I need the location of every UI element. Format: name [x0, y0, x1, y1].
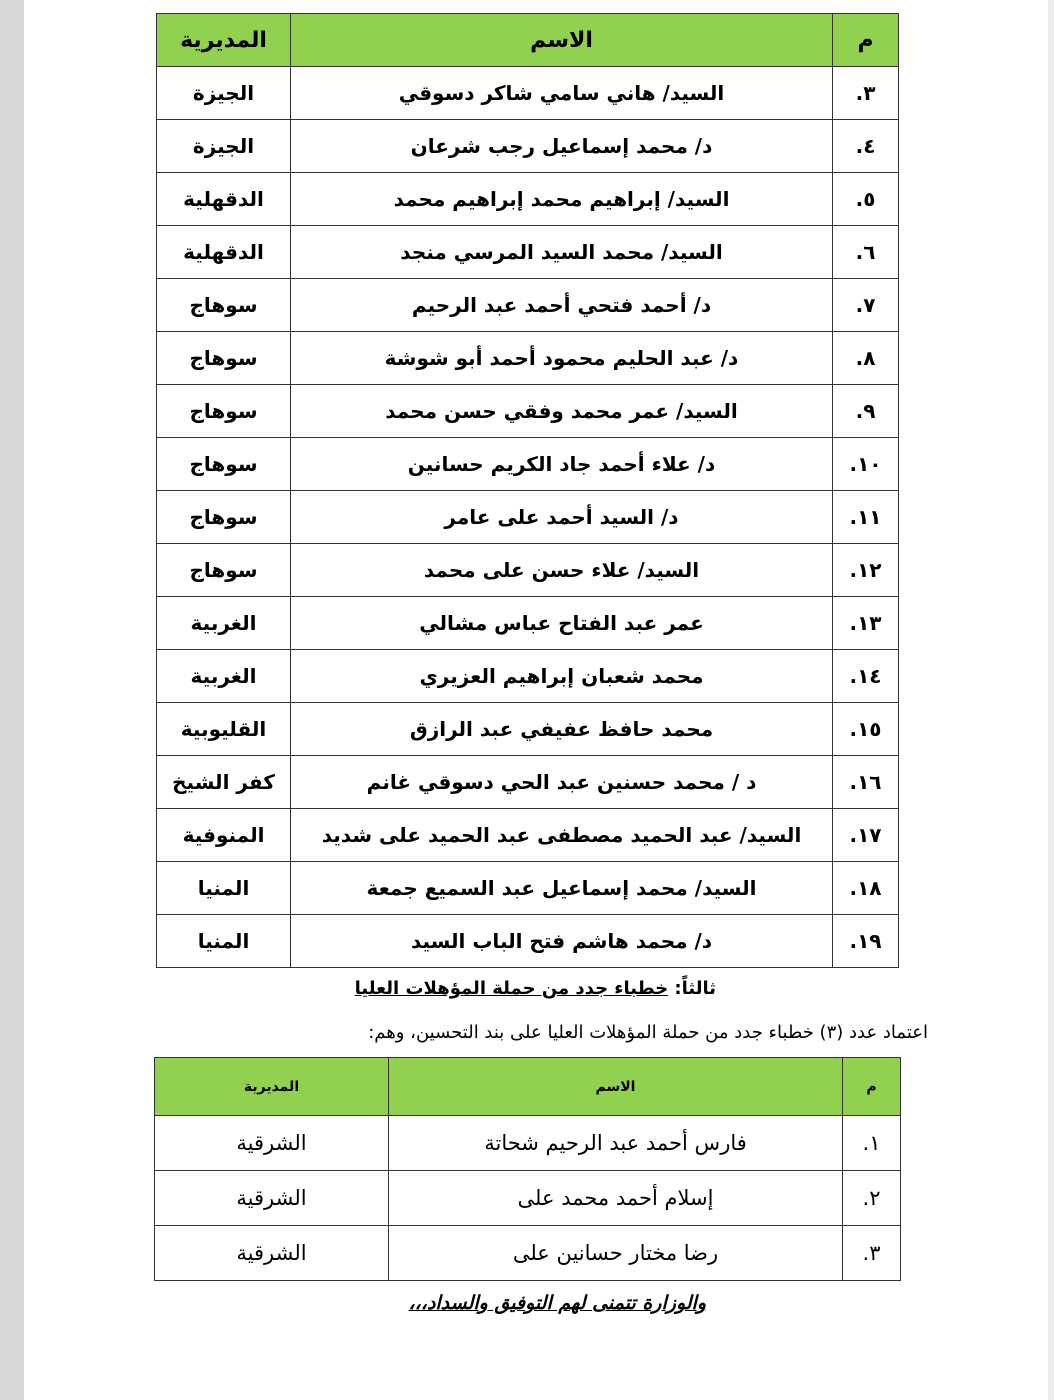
row-number: ٧. — [833, 279, 899, 332]
header-name: الاسم — [389, 1058, 843, 1116]
table-row — [157, 597, 899, 650]
row-name: د/ علاء أحمد جاد الكريم حسانين — [291, 438, 833, 491]
row-name: د / محمد حسنين عبد الحي دسوقي غانم — [291, 756, 833, 809]
header-directorate: المديرية — [157, 14, 291, 67]
table-row — [157, 67, 899, 120]
row-directorate: الدقهلية — [157, 226, 291, 279]
header-number: م — [843, 1058, 901, 1116]
new-preachers-table — [154, 1057, 901, 1281]
row-name: رضا مختار حسانين على — [389, 1226, 843, 1281]
header-number: م — [833, 14, 899, 67]
row-directorate: سوهاج — [157, 438, 291, 491]
row-number: ١٩. — [833, 915, 899, 968]
table-row — [155, 1116, 901, 1171]
row-name: د/ محمد هاشم فتح الباب السيد — [291, 915, 833, 968]
row-name: فارس أحمد عبد الرحيم شحاتة — [389, 1116, 843, 1171]
table-row — [157, 491, 899, 544]
table-row — [157, 650, 899, 703]
section-intro: اعتماد عدد (٣) خطباء جدد من حملة المؤهلات العليا على بند التحسين، وهم: — [368, 1022, 928, 1043]
right-margin-strip — [1048, 0, 1054, 1400]
row-number: ١٧. — [833, 809, 899, 862]
row-name: د/ عبد الحليم محمود أحمد أبو شوشة — [291, 332, 833, 385]
row-number: ١٨. — [833, 862, 899, 915]
row-name: السيد/ علاء حسن على محمد — [291, 544, 833, 597]
row-number: ١٢. — [833, 544, 899, 597]
section-title: خطباء جدد من حملة المؤهلات العليا — [354, 978, 669, 999]
table-row — [157, 332, 899, 385]
row-name: السيد/ محمد السيد المرسي منجد — [291, 226, 833, 279]
row-name: السيد/ محمد إسماعيل عبد السميع جمعة — [291, 862, 833, 915]
row-directorate: الشرقية — [155, 1226, 389, 1281]
row-number: ٣. — [833, 67, 899, 120]
row-number: ٨. — [833, 332, 899, 385]
table-row — [157, 279, 899, 332]
row-name: إسلام أحمد محمد على — [389, 1171, 843, 1226]
row-directorate: سوهاج — [157, 279, 291, 332]
row-name: السيد/ عمر محمد وفقي حسن محمد — [291, 385, 833, 438]
row-directorate: المنوفية — [157, 809, 291, 862]
row-directorate: سوهاج — [157, 491, 291, 544]
table-row — [157, 544, 899, 597]
table-row — [157, 385, 899, 438]
header-name: الاسم — [291, 14, 833, 67]
row-name: د/ محمد إسماعيل رجب شرعان — [291, 120, 833, 173]
row-directorate: الشرقية — [155, 1171, 389, 1226]
row-directorate: الجيزة — [157, 120, 291, 173]
row-number: ١٦. — [833, 756, 899, 809]
row-name: عمر عبد الفتاح عباس مشالي — [291, 597, 833, 650]
row-name: د/ أحمد فتحي أحمد عبد الرحيم — [291, 279, 833, 332]
table-row — [157, 862, 899, 915]
row-number: ٤. — [833, 120, 899, 173]
row-directorate: الجيزة — [157, 67, 291, 120]
row-directorate: الدقهلية — [157, 173, 291, 226]
section-heading — [156, 978, 716, 999]
row-number: ١٤. — [833, 650, 899, 703]
closing-note: والوزارة تتمنى لهم التوفيق والسداد،،، — [408, 1292, 706, 1314]
table-row — [157, 438, 899, 491]
table-header-row — [155, 1058, 901, 1116]
table-row — [157, 756, 899, 809]
row-directorate: الغربية — [157, 650, 291, 703]
row-directorate: سوهاج — [157, 385, 291, 438]
row-directorate: الشرقية — [155, 1116, 389, 1171]
row-number: ٩. — [833, 385, 899, 438]
row-number: ٥. — [833, 173, 899, 226]
row-directorate: القليوبية — [157, 703, 291, 756]
table-row — [157, 703, 899, 756]
section-label: ثالثاً: — [674, 978, 716, 999]
table-row — [157, 120, 899, 173]
preachers-table — [156, 13, 899, 968]
table-row — [157, 915, 899, 968]
table-header-row — [157, 14, 899, 67]
row-number: ٣. — [843, 1226, 901, 1281]
row-name: السيد/ هاني سامي شاكر دسوقي — [291, 67, 833, 120]
row-directorate: الغربية — [157, 597, 291, 650]
row-name: السيد/ عبد الحميد مصطفى عبد الحميد على شديد — [291, 809, 833, 862]
row-number: ١٠. — [833, 438, 899, 491]
row-name: د/ السيد أحمد على عامر — [291, 491, 833, 544]
table-row — [155, 1171, 901, 1226]
row-number: ١٣. — [833, 597, 899, 650]
left-margin-strip — [0, 0, 24, 1400]
row-number: ١٥. — [833, 703, 899, 756]
row-directorate: سوهاج — [157, 544, 291, 597]
row-directorate: سوهاج — [157, 332, 291, 385]
table-row — [157, 226, 899, 279]
row-name: السيد/ إبراهيم محمد إبراهيم محمد — [291, 173, 833, 226]
row-directorate: المنيا — [157, 915, 291, 968]
table-row — [155, 1226, 901, 1281]
row-name: محمد حافظ عفيفي عبد الرازق — [291, 703, 833, 756]
row-name: محمد شعبان إبراهيم العزيري — [291, 650, 833, 703]
row-number: ٢. — [843, 1171, 901, 1226]
table-row — [157, 173, 899, 226]
table-row — [157, 809, 899, 862]
row-directorate: المنيا — [157, 862, 291, 915]
row-number: ١. — [843, 1116, 901, 1171]
header-directorate: المديرية — [155, 1058, 389, 1116]
row-number: ١١. — [833, 491, 899, 544]
row-directorate: كفر الشيخ — [157, 756, 291, 809]
row-number: ٦. — [833, 226, 899, 279]
